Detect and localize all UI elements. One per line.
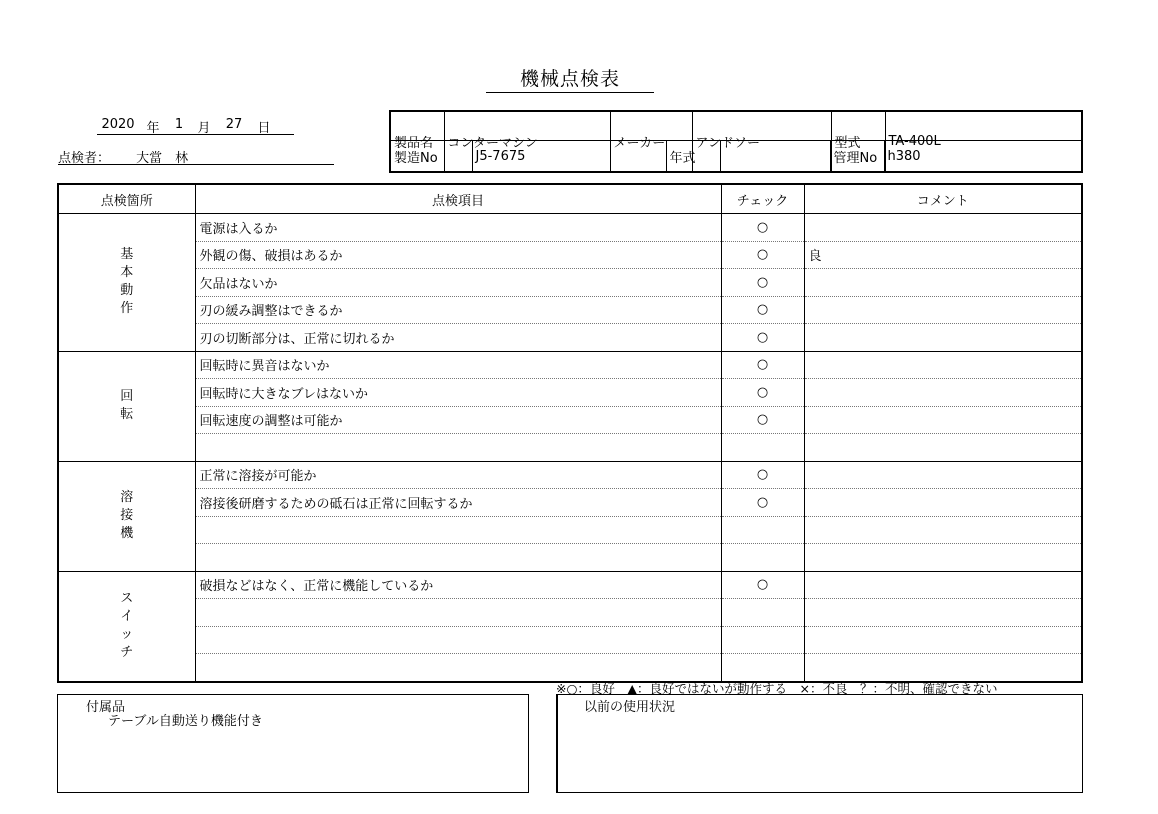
table-row xyxy=(58,434,1082,462)
comment-cell xyxy=(804,351,1082,379)
category-label: スイッチ xyxy=(120,591,134,660)
page-title: 機械点検表 xyxy=(486,64,654,93)
year-value xyxy=(720,141,830,173)
inspector-field xyxy=(58,147,334,165)
check-cell: ○ xyxy=(721,351,804,379)
comment-cell xyxy=(804,406,1082,434)
accessories-box xyxy=(57,694,529,793)
comment-cell xyxy=(804,324,1082,352)
year-label: 年式 xyxy=(666,141,720,173)
check-cell: ○ xyxy=(721,214,804,242)
item-cell xyxy=(195,516,721,544)
table-header-row xyxy=(58,184,1082,214)
check-cell xyxy=(721,626,804,654)
table-row xyxy=(58,516,1082,544)
header-check: チェック xyxy=(721,184,804,214)
date-year: 2020 xyxy=(101,117,135,132)
table-row xyxy=(58,626,1082,654)
date-month-unit: 月 xyxy=(197,121,211,136)
table-row xyxy=(58,214,1082,242)
table-row xyxy=(58,461,1082,489)
table-row xyxy=(58,544,1082,572)
comment-cell xyxy=(804,516,1082,544)
comment-cell xyxy=(804,269,1082,297)
comment-cell xyxy=(804,461,1082,489)
header-comment: コメント xyxy=(804,184,1082,214)
table-row xyxy=(58,571,1082,599)
model-value: TA-400L xyxy=(885,111,1082,172)
item-cell xyxy=(195,654,721,682)
comment-cell xyxy=(804,626,1082,654)
check-legend: ※○：良好 ▲：良好ではないが動作する ×：不良 ？：不明、確認できない xyxy=(556,681,998,696)
date-year-unit: 年 xyxy=(146,121,160,136)
comment-cell xyxy=(804,434,1082,462)
item-cell: 刃の緩み調整はできるか xyxy=(195,296,721,324)
table-row xyxy=(58,324,1082,352)
check-cell: ○ xyxy=(721,461,804,489)
product-name-value: コンターマシン xyxy=(444,111,610,172)
comment-cell xyxy=(804,654,1082,682)
category-label: 基本動作 xyxy=(120,247,134,317)
comment-cell xyxy=(804,544,1082,572)
previous-usage-box xyxy=(556,694,1083,793)
inspector-label: 点検者： xyxy=(58,151,111,166)
table-row xyxy=(58,379,1082,407)
category-label: 溶接機 xyxy=(120,490,134,541)
comment-cell xyxy=(804,599,1082,627)
check-cell xyxy=(721,434,804,462)
comment-cell xyxy=(804,489,1082,517)
item-cell: 回転速度の調整は可能か xyxy=(195,406,721,434)
item-cell: 刃の切断部分は、正常に切れるか xyxy=(195,324,721,352)
table-row xyxy=(58,351,1082,379)
item-cell xyxy=(195,544,721,572)
category-cell xyxy=(58,214,195,352)
inspector-name: 大當 林 xyxy=(136,151,189,166)
check-cell: ○ xyxy=(721,489,804,517)
date-day: 27 xyxy=(225,117,243,132)
date-month: 1 xyxy=(174,117,184,132)
mgmt-value: h380 xyxy=(884,141,1082,173)
check-cell xyxy=(721,599,804,627)
inspection-date xyxy=(97,117,294,135)
check-cell: ○ xyxy=(721,324,804,352)
item-cell: 外観の傷、破損はあるか xyxy=(195,241,721,269)
accessories-label: 付属品 xyxy=(86,700,126,715)
item-cell: 回転時に大きなブレはないか xyxy=(195,379,721,407)
item-cell: 欠品はないか xyxy=(195,269,721,297)
table-row xyxy=(58,406,1082,434)
item-cell: 電源は入るか xyxy=(195,214,721,242)
category-cell xyxy=(58,351,195,461)
category-cell xyxy=(58,571,195,682)
maker-value: アンドソー xyxy=(692,111,831,172)
inspection-table xyxy=(57,183,1083,683)
check-cell: ○ xyxy=(721,379,804,407)
item-cell xyxy=(195,434,721,462)
date-day-unit: 日 xyxy=(257,121,271,136)
check-cell: ○ xyxy=(721,269,804,297)
table-row xyxy=(58,269,1082,297)
item-cell: 回転時に異音はないか xyxy=(195,351,721,379)
check-cell: ○ xyxy=(721,406,804,434)
comment-cell: 良 xyxy=(804,241,1082,269)
maker-label: メーカー xyxy=(610,111,692,172)
item-cell: 溶接後研磨するための砥石は正常に回転するか xyxy=(195,489,721,517)
comment-cell xyxy=(804,214,1082,242)
table-row xyxy=(58,241,1082,269)
check-cell: ○ xyxy=(721,241,804,269)
check-cell xyxy=(721,654,804,682)
check-cell: ○ xyxy=(721,571,804,599)
comment-cell xyxy=(804,296,1082,324)
table-row xyxy=(58,599,1082,627)
item-cell: 正常に溶接が可能か xyxy=(195,461,721,489)
serial-value: J5-7675 xyxy=(472,141,666,173)
check-cell xyxy=(721,544,804,572)
item-cell: 破損などはなく、正常に機能しているか xyxy=(195,571,721,599)
mgmt-label: 管理No xyxy=(830,141,884,173)
item-cell xyxy=(195,599,721,627)
serial-label: 製造No xyxy=(390,141,472,173)
product-name-label: 製品名 xyxy=(390,111,444,172)
check-cell: ○ xyxy=(721,296,804,324)
table-row xyxy=(58,296,1082,324)
category-label: 回転 xyxy=(120,389,134,422)
header-item: 点検項目 xyxy=(195,184,721,214)
comment-cell xyxy=(804,379,1082,407)
previous-usage-label: 以前の使用状況 xyxy=(584,700,676,715)
model-label: 型式 xyxy=(831,111,885,172)
item-cell xyxy=(195,626,721,654)
machine-info-table-row2 xyxy=(389,140,1083,173)
table-row xyxy=(58,489,1082,517)
accessories-text: テーブル自動送り機能付き xyxy=(108,714,263,729)
check-cell xyxy=(721,516,804,544)
header-location: 点検箇所 xyxy=(58,184,195,214)
comment-cell xyxy=(804,571,1082,599)
category-cell xyxy=(58,461,195,571)
table-row xyxy=(58,654,1082,682)
